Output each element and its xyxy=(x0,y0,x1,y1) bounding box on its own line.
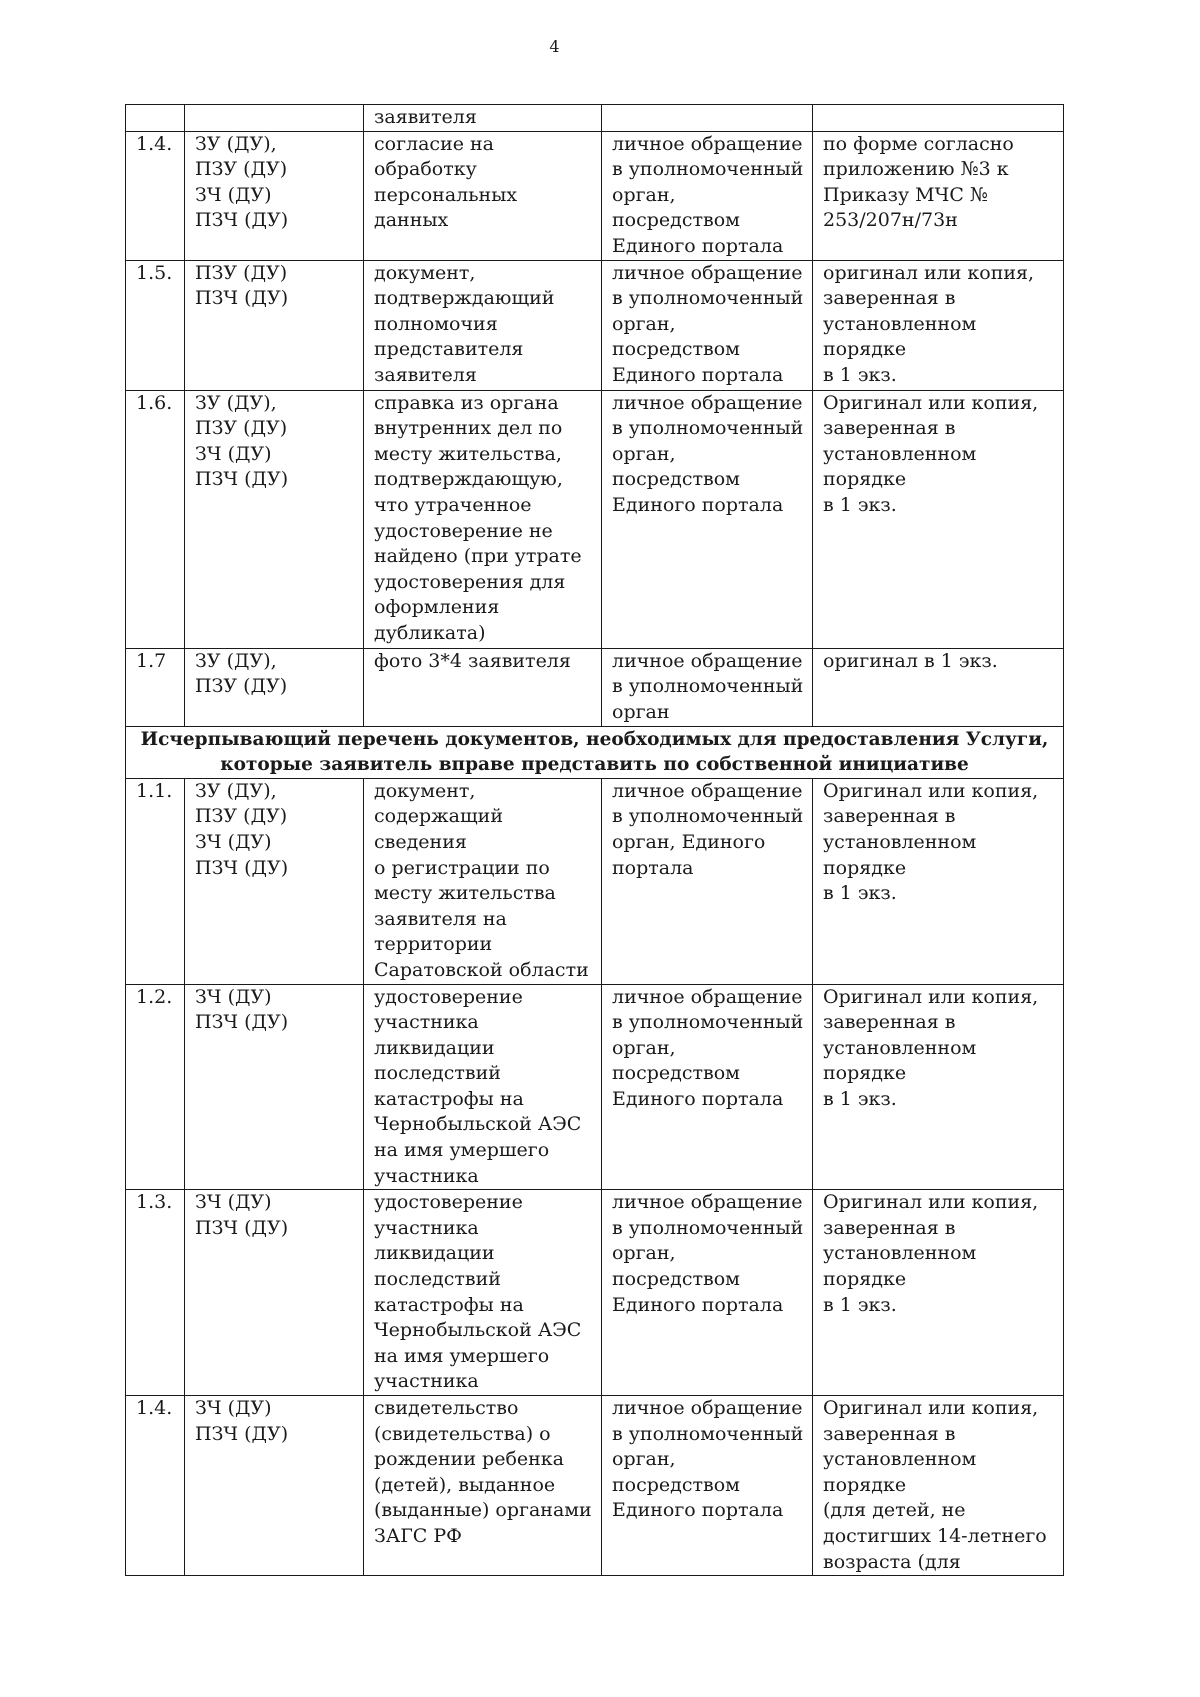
cell-document-form: оригинал или копия, заверенная в установленном порядке в 1 экз. xyxy=(813,260,1064,390)
table-row xyxy=(126,390,1064,648)
cell-number: 1.1. xyxy=(126,778,185,984)
cell-applicant-category: ЗУ (ДУ), ПЗУ (ДУ) xyxy=(185,648,364,726)
cell-applicant-category: ЗУ (ДУ), ПЗУ (ДУ) ЗЧ (ДУ) ПЗЧ (ДУ) xyxy=(185,131,364,260)
cell-applicant-category xyxy=(185,105,364,132)
cell-number: 1.4. xyxy=(126,1396,185,1576)
cell-document-name: согласие на обработку персональных данных xyxy=(364,131,602,260)
cell-document-form: Оригинал или копия, заверенная в установленном порядке в 1 экз. xyxy=(813,778,1064,984)
cell-applicant-category: ЗУ (ДУ), ПЗУ (ДУ) ЗЧ (ДУ) ПЗЧ (ДУ) xyxy=(185,390,364,648)
cell-applicant-category: ЗЧ (ДУ) ПЗЧ (ДУ) xyxy=(185,1396,364,1576)
cell-number xyxy=(126,105,185,132)
cell-applicant-category: ЗУ (ДУ), ПЗУ (ДУ) ЗЧ (ДУ) ПЗЧ (ДУ) xyxy=(185,778,364,984)
cell-submission-method: личное обращение в уполномоченный орган xyxy=(602,648,813,726)
table-row xyxy=(126,1190,1064,1396)
cell-submission-method: личное обращение в уполномоченный орган, посредством Единого портала xyxy=(602,390,813,648)
cell-submission-method: личное обращение в уполномоченный орган, посредством Единого портала xyxy=(602,131,813,260)
cell-submission-method: личное обращение в уполномоченный орган, Единого портала xyxy=(602,778,813,984)
table-row xyxy=(126,105,1064,132)
cell-applicant-category: ПЗУ (ДУ) ПЗЧ (ДУ) xyxy=(185,260,364,390)
page-number: 4 xyxy=(549,37,560,56)
table-row xyxy=(126,648,1064,726)
cell-document-name: документ, подтверждающий полномочия представителя заявителя xyxy=(364,260,602,390)
cell-applicant-category: ЗЧ (ДУ) ПЗЧ (ДУ) xyxy=(185,984,364,1190)
cell-document-form: Оригинал или копия, заверенная в установленном порядке в 1 экз. xyxy=(813,1190,1064,1396)
table-row xyxy=(126,778,1064,984)
table-row xyxy=(126,984,1064,1190)
cell-document-form xyxy=(813,105,1064,132)
cell-number: 1.4. xyxy=(126,131,185,260)
cell-document-name: удостоверение участника ликвидации последствий катастрофы на Чернобыльской АЭС на имя умершего участника xyxy=(364,984,602,1190)
table-row xyxy=(126,260,1064,390)
cell-document-name: удостоверение участника ликвидации последствий катастрофы на Чернобыльской АЭС на имя умершего участника xyxy=(364,1190,602,1396)
section-heading-row xyxy=(126,726,1064,778)
cell-document-form: Оригинал или копия, заверенная в установленном порядке в 1 экз. xyxy=(813,390,1064,648)
section-heading: Исчерпывающий перечень документов, необходимых для предоставления Услуги, которые заявитель вправе представить по собственной инициативе xyxy=(126,726,1064,778)
cell-number: 1.3. xyxy=(126,1190,185,1396)
cell-document-name: свидетельство (свидетельства) о рождении ребенка (детей), выданное (выданные) органами ЗАГС РФ xyxy=(364,1396,602,1576)
table-body-section xyxy=(126,726,1064,778)
cell-submission-method: личное обращение в уполномоченный орган, посредством Единого портала xyxy=(602,1190,813,1396)
cell-number: 1.5. xyxy=(126,260,185,390)
cell-submission-method xyxy=(602,105,813,132)
cell-submission-method: личное обращение в уполномоченный орган, посредством Единого портала xyxy=(602,260,813,390)
table-row xyxy=(126,1396,1064,1576)
cell-document-form: Оригинал или копия, заверенная в установленном порядке (для детей, не достигших 14-летнего возраста (для xyxy=(813,1396,1064,1576)
documents-table xyxy=(125,104,1064,1576)
cell-submission-method: личное обращение в уполномоченный орган, посредством Единого портала xyxy=(602,984,813,1190)
table-row xyxy=(126,131,1064,260)
cell-document-form: Оригинал или копия, заверенная в установленном порядке в 1 экз. xyxy=(813,984,1064,1190)
cell-number: 1.7 xyxy=(126,648,185,726)
table-body-bottom xyxy=(126,778,1064,1575)
cell-document-form: оригинал в 1 экз. xyxy=(813,648,1064,726)
cell-number: 1.2. xyxy=(126,984,185,1190)
cell-number: 1.6. xyxy=(126,390,185,648)
table-body-top xyxy=(126,105,1064,727)
cell-document-name: документ, содержащий сведения о регистрации по месту жительства заявителя на территории Саратовской области xyxy=(364,778,602,984)
cell-document-name: справка из органа внутренних дел по месту жительства, подтверждающую, что утраченное удостоверение не найдено (при утрате удостоверения для оформления дубликата) xyxy=(364,390,602,648)
cell-document-name: заявителя xyxy=(364,105,602,132)
cell-submission-method: личное обращение в уполномоченный орган, посредством Единого портала xyxy=(602,1396,813,1576)
cell-applicant-category: ЗЧ (ДУ) ПЗЧ (ДУ) xyxy=(185,1190,364,1396)
cell-document-form: по форме согласно приложению №3 к Приказу МЧС № 253/207н/73н xyxy=(813,131,1064,260)
cell-document-name: фото 3*4 заявителя xyxy=(364,648,602,726)
